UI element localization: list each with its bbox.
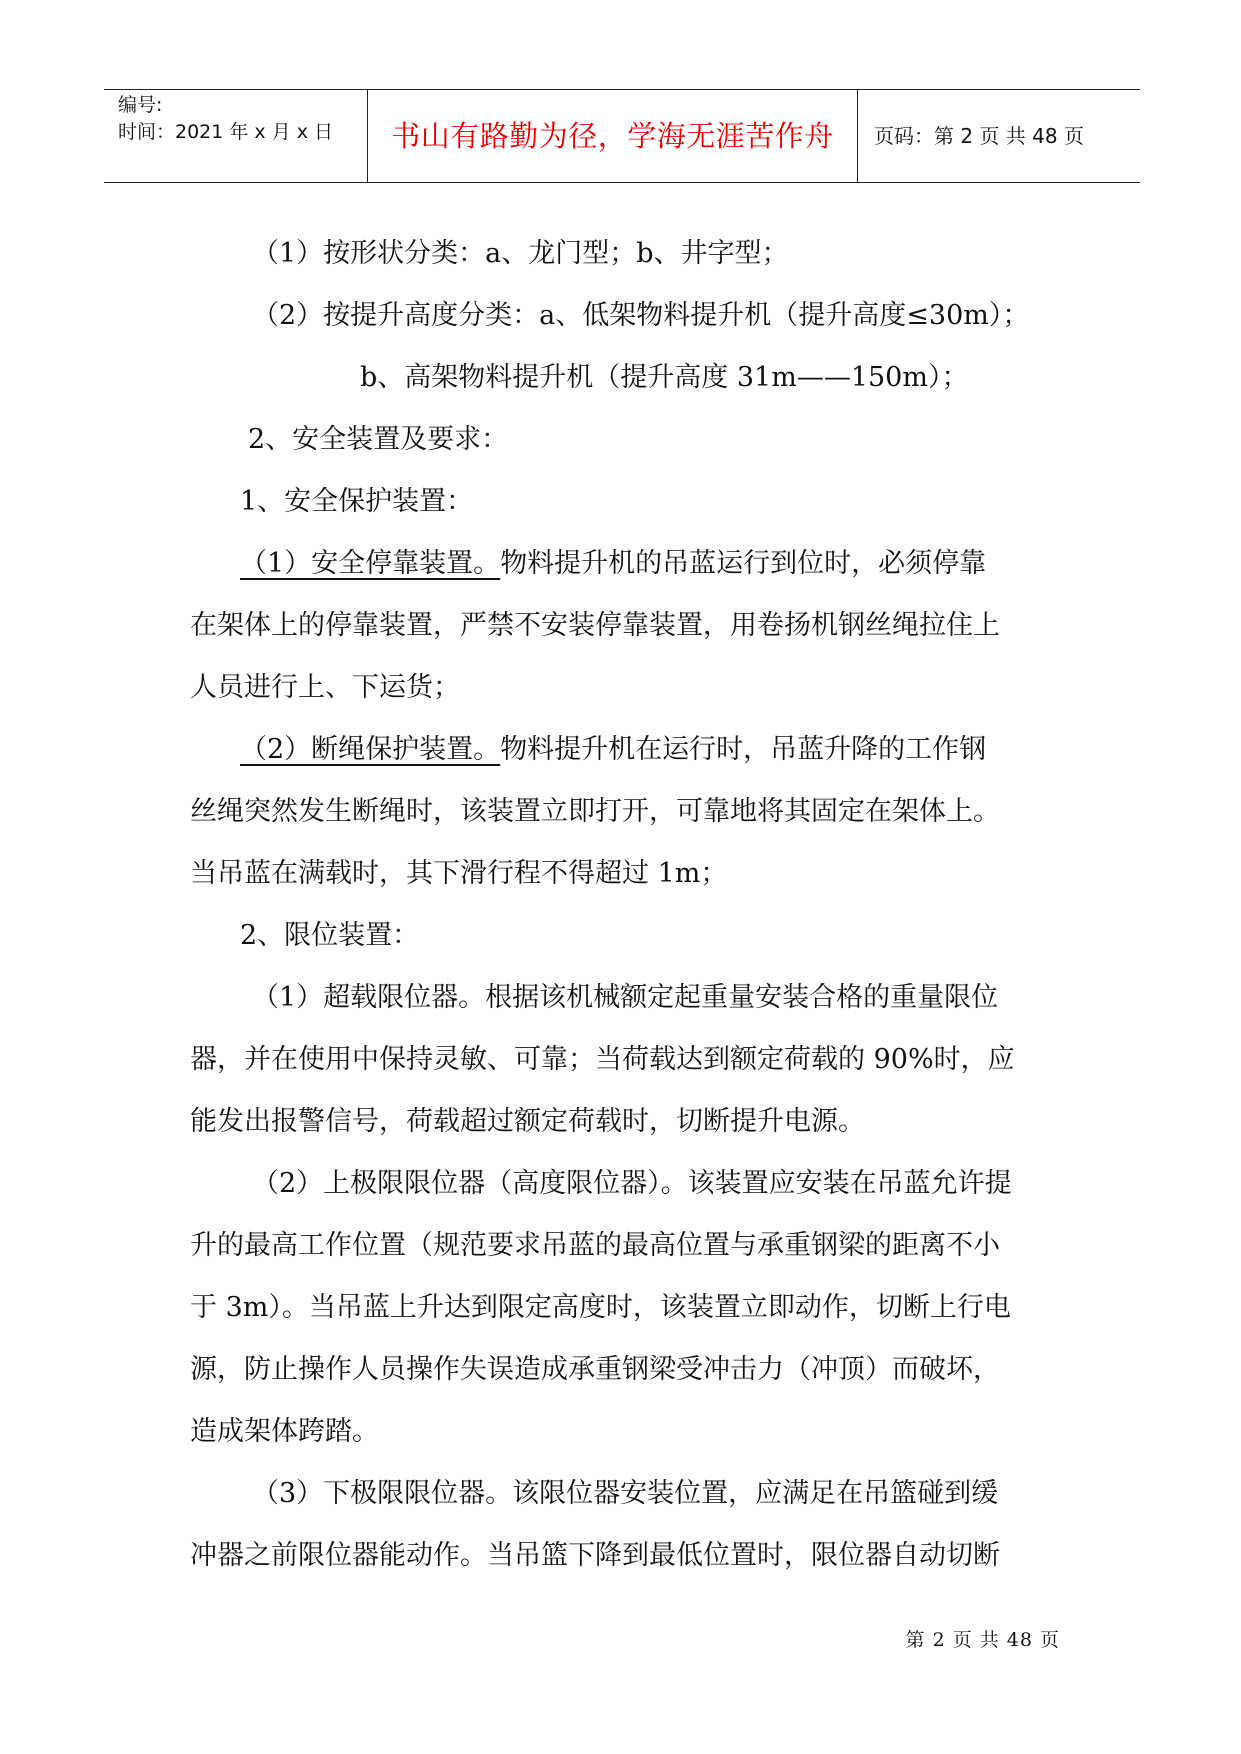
paragraph-line: 器，并在使用中保持灵敏、可靠；当荷载达到额定荷载的 90%时，应	[190, 1044, 1015, 1075]
header-meta	[104, 90, 368, 182]
paragraph-line: 造成架体跨踏。	[190, 1416, 379, 1447]
paragraph-high-frame: b、高架物料提升机（提升高度 31m——150m）；	[360, 362, 969, 393]
paragraph-line: 能发出报警信号，荷载超过额定荷载时，切断提升电源。	[190, 1106, 865, 1137]
paragraph-line: 于 3m）。当吊蓝上升达到限定高度时，该装置立即动作，切断上行电	[190, 1292, 1011, 1323]
section-heading-protection: 1、安全保护装置：	[240, 486, 474, 517]
paragraph-line: 升的最高工作位置（规范要求吊蓝的最高位置与承重钢梁的距离不小	[190, 1230, 1000, 1261]
underlined-term-rope-break: （2）断绳保护装置。	[240, 734, 501, 765]
page-header	[104, 89, 1140, 183]
document-body	[190, 223, 1060, 1587]
section-heading-safety-devices: 2、安全装置及要求：	[248, 424, 509, 455]
paragraph-line: 人员进行上、下运货；	[190, 672, 460, 703]
docking-text: 物料提升机的吊蓝运行到位时，必须停靠	[500, 548, 987, 579]
section-heading-limit-devices: 2、限位装置：	[240, 920, 420, 951]
paragraph-shape-classification: （1）按形状分类：a、龙门型；b、井字型；	[252, 238, 789, 269]
paragraph-line: 丝绳突然发生断绳时，该装置立即打开，可靠地将其固定在架体上。	[190, 796, 1000, 827]
paragraph-height-classification: （2）按提升高度分类：a、低架物料提升机（提升高度≤30m）；	[252, 300, 1030, 331]
paragraph-upper-limiter: （2）上极限限位器（高度限位器）。该装置应安装在吊蓝允许提	[252, 1168, 1012, 1199]
page-footer: 第 2 页 共 48 页	[905, 1629, 1060, 1651]
paragraph-line: 在架体上的停靠装置，严禁不安装停靠装置，用卷扬机钢丝绳拉住上	[190, 610, 1000, 641]
underlined-term-docking: （1）安全停靠装置。	[240, 548, 501, 579]
paragraph-overload-limiter: （1）超载限位器。根据该机械额定起重量安装合格的重量限位	[252, 982, 999, 1013]
paragraph-line: 源，防止操作人员操作失误造成承重钢梁受冲击力（冲顶）而破坏，	[190, 1354, 1000, 1385]
paragraph-line: 当吊蓝在满载时，其下滑行程不得超过 1m；	[190, 858, 728, 889]
header-motto: 书山有路勤为径，学海无涯苦作舟	[368, 90, 858, 182]
paragraph-lower-limiter: （3）下极限限位器。该限位器安装位置，应满足在吊篮碰到缓	[252, 1478, 999, 1509]
paragraph-rope-break-device	[190, 719, 1060, 781]
paragraph-docking-device	[190, 533, 1060, 595]
header-page-code: 页码：第 2 页 共 48 页	[874, 124, 1084, 148]
rope-break-text: 物料提升机在运行时，吊蓝升降的工作钢	[500, 734, 987, 765]
time-label: 时间：2021 年 x 月 x 日	[118, 121, 334, 143]
paragraph-line: 冲器之前限位器能动作。当吊篮下降到最低位置时，限位器自动切断	[190, 1540, 1000, 1571]
number-label: 编号:	[118, 94, 163, 116]
